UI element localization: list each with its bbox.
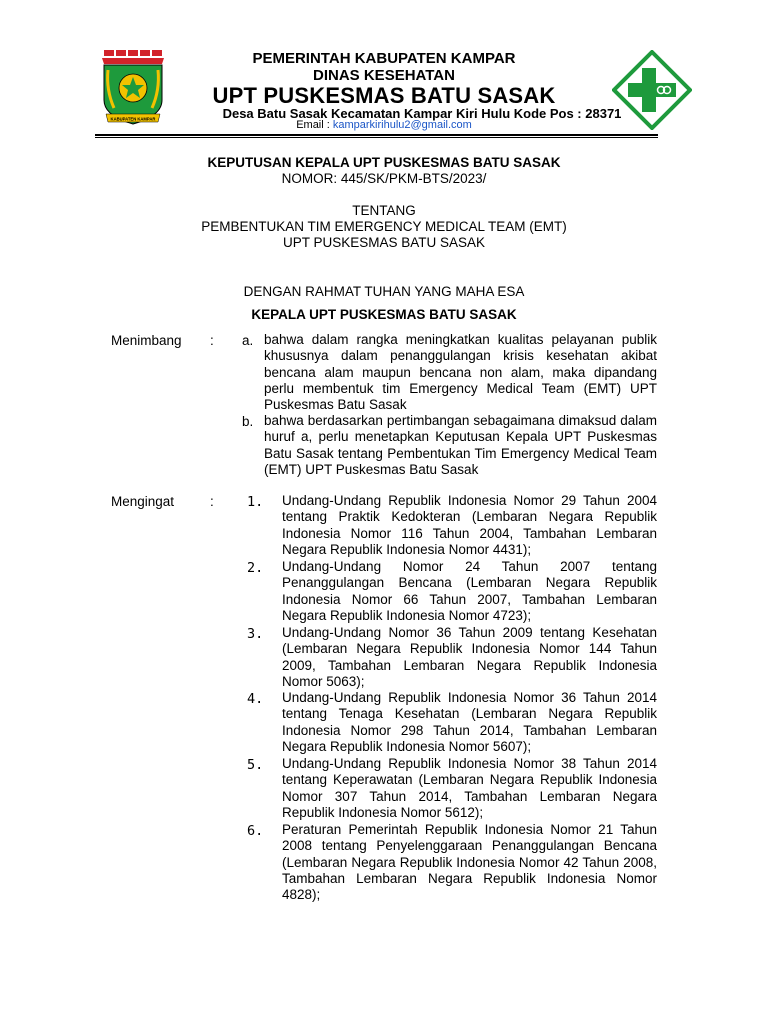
mengingat-item-1: Undang-Undang Republik Indonesia Nomor 29 Tahun 2004 tentang Praktik Kedokteran (Lembaran Negara Republik Indonesia Nomor 116 Tahun 2004, Tambahan Lembaran Negara Republik Indonesia Nomor 4431);	[282, 493, 657, 557]
mengingat-mark-3: 3.	[247, 626, 264, 642]
menimbang-mark-a: a.	[242, 333, 254, 348]
email-link[interactable]: kamparkirihulu2@gmail.com	[332, 119, 472, 131]
decree-grace: DENGAN RAHMAT TUHAN YANG MAHA ESA	[243, 284, 525, 299]
menimbang-colon: :	[210, 333, 214, 348]
mengingat-label: Mengingat	[111, 494, 175, 509]
mengingat-item-4: Undang-Undang Republik Indonesia Nomor 36 Tahun 2014 tentang Tenaga Kesehatan (Lembaran Negara Republik Indonesia Nomor 298 Tahun 2014, Tambahan Lembaran Negara Republik Indonesia Nomor 5607);	[282, 690, 657, 754]
mengingat-mark-4: 4.	[247, 691, 264, 707]
letterhead-rule-thin	[95, 137, 658, 138]
emblem-ribbon-text: KABUPATEN KAMPAR	[110, 116, 156, 122]
letterhead-email-line	[70, 116, 698, 131]
letterhead-rule-thick	[95, 134, 658, 136]
menimbang-item-b: bahwa berdasarkan pertimbangan sebagaimana dimaksud dalam huruf a, perlu menetapkan Keputusan Kepala UPT Puskesmas Batu Sasak tentang Pembentukan Tim Emergency Medical Team (EMT) UPT Puskesmas Batu Sasak	[264, 413, 657, 477]
mengingat-item-3: Undang-Undang Nomor 36 Tahun 2009 tentang Kesehatan (Lembaran Negara Republik Indonesia Nomor 144 Tahun 2009, Tambahan Lembaran Negara Republik Indonesia Nomor 5063);	[282, 625, 657, 689]
mengingat-mark-2: 2.	[247, 560, 264, 576]
mengingat-item-5: Undang-Undang Republik Indonesia Nomor 38 Tahun 2014 tentang Keperawatan (Lembaran Negara Republik Indonesia Nomor 307 Tahun 2014, Tambahan Lembaran Negara Republik Indonesia Nomor 5612);	[282, 756, 657, 820]
mengingat-mark-5: 5.	[247, 757, 264, 773]
mengingat-mark-1: 1.	[247, 494, 264, 510]
decree-subject-line1: PEMBENTUKAN TIM EMERGENCY MEDICAL TEAM (EMT)	[201, 219, 567, 234]
letterhead-institution: UPT PUSKESMAS BATU SASAK	[212, 83, 556, 108]
mengingat-item-6: Peraturan Pemerintah Republik Indonesia Nomor 21 Tahun 2008 tentang Penyelenggaraan Penanggulangan Bencana (Lembaran Negara Republik Indonesia Nomor 42 Tahun 2008, Tambahan Lembaran Negara Republik Indonesia Nomor 4828);	[282, 822, 657, 903]
decree-title: KEPUTUSAN KEPALA UPT PUSKESMAS BATU SASAK	[207, 155, 561, 170]
letterhead-address: Desa Batu Sasak Kecamatan Kampar Kiri Hulu Kode Pos : 28371	[222, 106, 622, 121]
menimbang-mark-b: b.	[242, 414, 254, 429]
email-label: Email :	[296, 119, 333, 131]
decree-number: NOMOR: 445/SK/PKM-BTS/2023/	[281, 171, 487, 186]
mengingat-item-2: Undang-Undang Nomor 24 Tahun 2007 tentang Penanggulangan Bencana (Lembaran Negara Republik Indonesia Nomor 66 Tahun 2007, Tambahan Lembaran Negara Republik Indonesia Nomor 4723);	[282, 559, 657, 623]
mengingat-colon: :	[210, 494, 214, 509]
mengingat-mark-6: 6.	[247, 823, 264, 839]
decree-about: TENTANG	[352, 203, 416, 218]
menimbang-item-a: bahwa dalam rangka meningkatkan kualitas pelayanan publik khususnya dalam penanggulangan krisis kesehatan akibat bencana alam maupun bencana non alam, maka dipandang perlu membentuk tim Emergency Medical Team (EMT) UPT Puskesmas Batu Sasak	[264, 332, 657, 413]
decree-subject-line2: UPT PUSKESMAS BATU SASAK	[282, 235, 486, 250]
letterhead-government: PEMERINTAH KABUPATEN KAMPAR	[252, 50, 516, 67]
decree-official: KEPALA UPT PUSKESMAS BATU SASAK	[251, 307, 517, 322]
letterhead-agency: DINAS KESEHATAN	[313, 67, 455, 84]
menimbang-label: Menimbang	[111, 333, 182, 348]
